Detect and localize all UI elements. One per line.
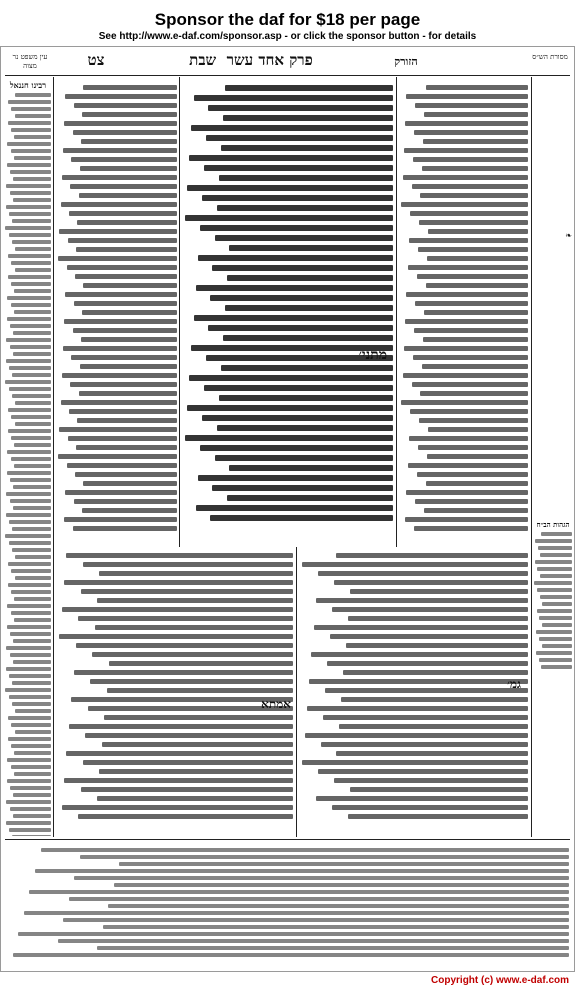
rashi-lower-block <box>300 549 528 835</box>
right-margin-rule <box>531 77 532 837</box>
sponsor-banner[interactable] <box>0 0 575 46</box>
gemara-column <box>183 81 393 543</box>
rabbeinu-chananel-column <box>5 81 51 836</box>
rabbeinu-chananel-title: רבינו חננאל <box>9 81 47 90</box>
mishnah-marker: מתני׳ <box>358 347 387 363</box>
ein-mishpat-label: עין משפט נר מצוה <box>12 53 48 70</box>
rashi-column <box>400 81 528 543</box>
copyright-link[interactable]: Copyright (c) www.e-daf.com <box>431 975 569 986</box>
bottom-notes-rule <box>5 839 570 840</box>
gemara-right-rule <box>396 77 397 547</box>
daf-page <box>0 46 575 972</box>
gemara-marker: גמ׳ <box>507 677 521 691</box>
sponsor-title[interactable]: Sponsor the daf for $18 per page <box>154 10 421 29</box>
mesoret-label: מסורת הש״ס <box>532 53 568 61</box>
gilyon-title: הגהות הב״ח <box>536 520 570 529</box>
masechet-name: שבת <box>189 51 217 69</box>
lower-divider-rule <box>296 547 297 837</box>
header-rule <box>5 75 570 76</box>
left-margin-rule <box>53 77 54 837</box>
chapter-name: הזורק <box>394 55 418 68</box>
amar-marker: אמתא <box>261 697 291 711</box>
footer <box>0 972 575 990</box>
perek-title-text: פרק אחד עשר <box>226 51 313 69</box>
tosafot-lower-block <box>57 549 293 835</box>
mesoret-column <box>534 81 572 836</box>
mesoret-note: ❧ <box>565 231 572 240</box>
daf-label: צט <box>87 51 105 69</box>
perek-title <box>141 51 361 73</box>
sponsor-subtitle: See http://www.e-daf.com/sponsor.asp - or click the sponsor button - for details <box>98 31 477 42</box>
gemara-left-rule <box>179 77 180 547</box>
tosafot-column <box>57 81 177 543</box>
bottom-notes <box>7 845 569 967</box>
